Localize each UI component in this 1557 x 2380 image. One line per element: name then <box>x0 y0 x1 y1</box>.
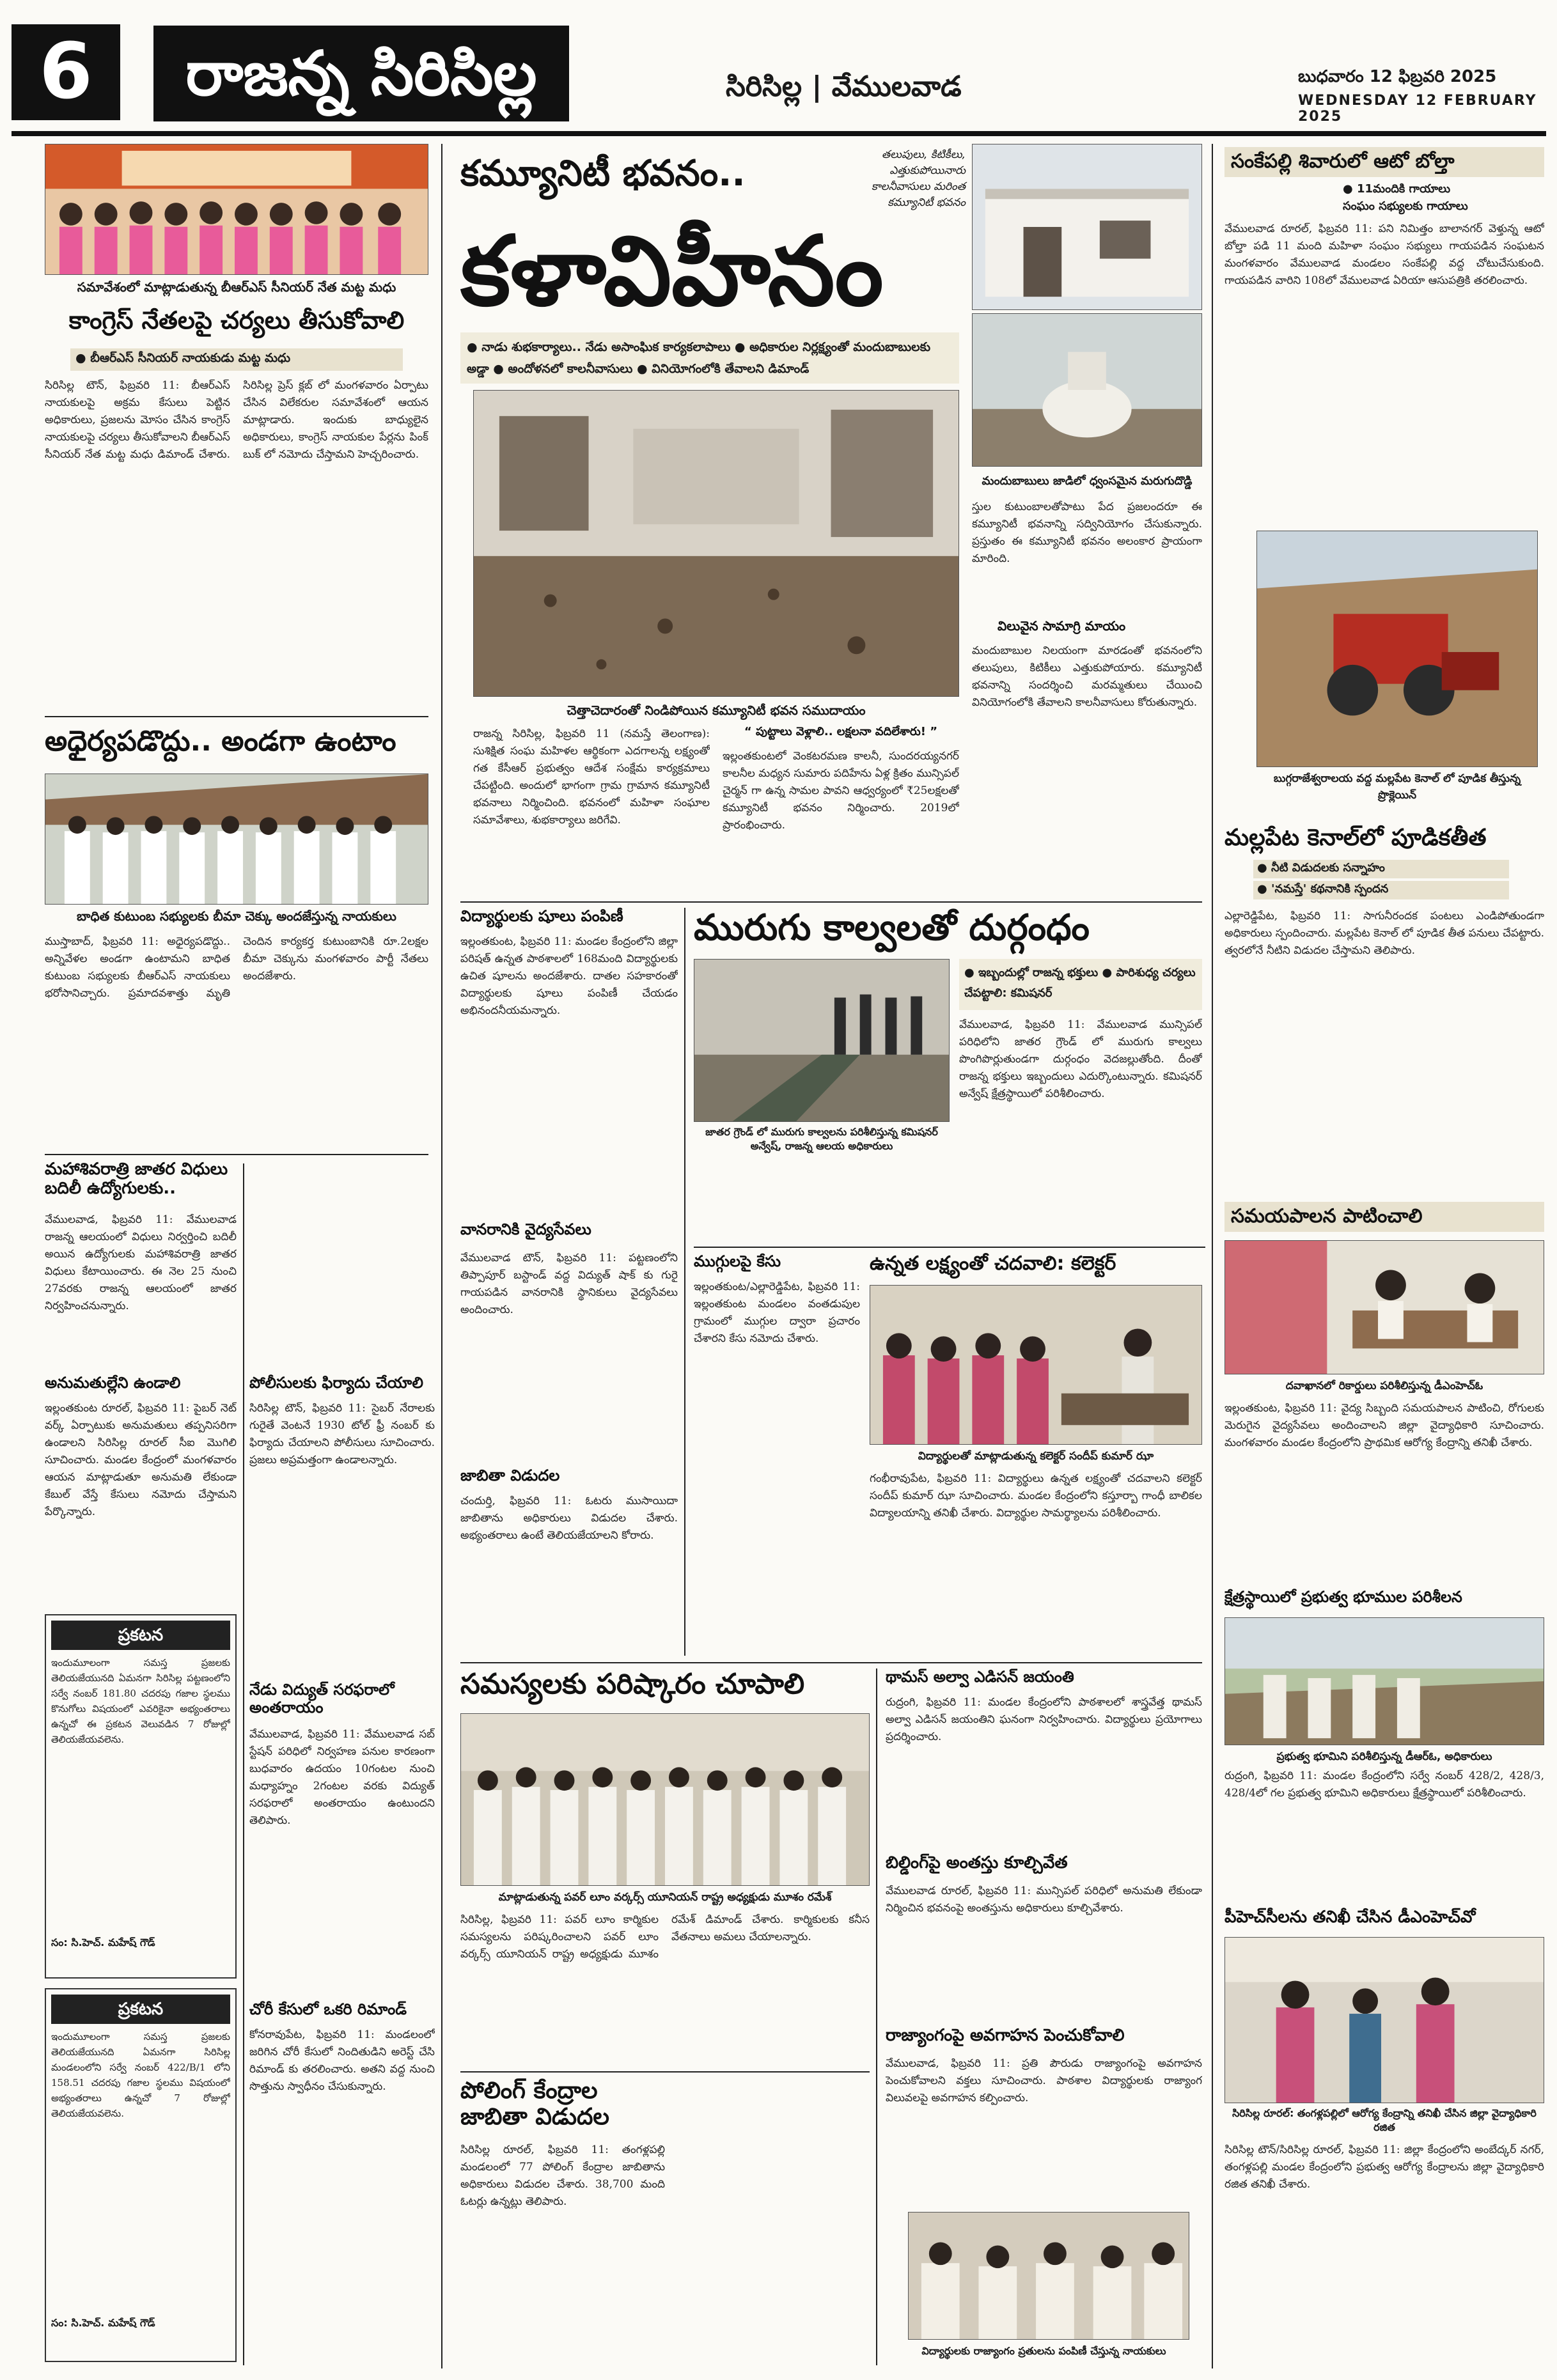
article-body: స్తుల కుటుంబాలతోపాటు పేద ప్రజలందరూ ఈ కమ్యూనిటీ భవనాన్ని సద్వినియోగం చేసుకున్నారు. ప్రస్తుతం ఈ కమ్యూనిటీ భవనం అలంకార ప్రాయంగా మారింది. <box>972 501 1202 565</box>
section-rule <box>460 901 1202 903</box>
article-body: గంభీరావుపేట, ఫిబ్రవరి 11: విద్యార్థులు ఉన్నత లక్ష్యంతో చదవాలని కలెక్టర్ సందీప్ కుమార్ ఝా సూచించారు. మండల కేంద్రంలోని కస్తూర్బా గాంధీ బాలికల విద్యాలయాన్ని తనిఖీ చేశారు. విద్యార్థుల సామర్థ్యాలను పరిశీలించారు. <box>870 1472 1202 1520</box>
section-rule <box>460 1662 1202 1663</box>
headline: రాజ్యాంగంపై అవగాహన పెంచుకోవాలి <box>886 2026 1125 2045</box>
article-body: సిరిసిల్ల టౌన్, ఫిబ్రవరి 11: బీఆర్ఎస్ నాయకులపై అక్రమ కేసులు పెట్టిన అధికారులు, ప్రజలను మోసం చేసిన కాంగ్రెస్ నాయకులపై చర్యలు తీసుకోవాలని బీఆర్ఎస్ సీనియర్ నేత మట్ట మధు డిమాండ్ చేశారు. సిరిసిల్ల ప్రెస్ క్లబ్ లో మంగళవారం ఏర్పాటు చేసిన విలేకరుల సమావేశంలో ఆయన మాట్లాడారు. ఇందుకు బాధ్యులైన అధికారులు, కాంగ్రెస్ నాయకుల పేర్లను పింక్ బుక్ లో నమోదు చేస్తామని హెచ్చరించారు. <box>45 379 428 461</box>
article-body: వేములవాడ టౌన్, ఫిబ్రవరి 11: పట్టణంలోని తిప్పాపూర్ బస్టాండ్ వద్ద విద్యుత్ షాక్ కు గురై గాయపడిన వానరానికి స్థానికులు వైద్యసేవలు అందించారు. <box>460 1252 678 1316</box>
news-photo-drain <box>694 959 950 1122</box>
headline: విద్యార్థులకు షూలు పంపిణీ <box>460 907 623 925</box>
article-body: ఇల్లంతకుంట/ఎల్లారెడ్డిపేట, ఫిబ్రవరి 11: ఇల్లంతకుంట మండలం వంతడుపుల గ్రామంలో ముగ్గుల ద్వారా ప్రచారం చేశారని కేసు నమోదు చేశారు. <box>694 1280 860 1345</box>
column-divider <box>441 144 442 2368</box>
date-telugu: బుధవారం 12 ఫిబ్రవరి 2025 <box>1298 67 1497 86</box>
article-body: సిరిసిల్ల, ఫిబ్రవరి 11: పవర్ లూం కార్మికుల సమస్యలను పరిష్కరించాలని పవర్ లూం వర్కర్స్ యూనియన్ రాష్ట్ర అధ్యక్షుడు మూశం రమేశ్ డిమాండ్ చేశారు. కార్మికులకు కనీస వేతనాలు అమలు చేయాలన్నారు. <box>460 1913 870 1961</box>
photo-caption: సిరిసిల్ల రూరల్: తంగళ్లపల్లిలో ఆరోగ్య కేంద్రాన్ని తనిఖీ చేసిన జిల్లా వైద్యాధికారి రజిత <box>1232 2107 1537 2133</box>
headline: సమస్యలకు పరిష్కారం చూపాలి <box>460 1668 805 1700</box>
subheadline: ● 'నమస్తే' కథనానికి స్పందన <box>1253 881 1509 899</box>
column-divider <box>243 1163 244 2365</box>
ad-title: ప్రకటన <box>51 1995 230 2024</box>
headline: మహాశివరాత్రి జాతర విధులు బదిలీ ఉద్యోగులకు.. <box>45 1160 228 1198</box>
ad-body: ఇందుమూలంగా సమస్త ప్రజలకు తెలియజేయునది ఏమనగా సిరిసిల్ల పట్టణంలోని సర్వే నంబర్ 181.80 చదరపు గజాల స్థలము కొనుగోలు విషయంలో ఎవరికైనా అభ్యంతరాలు ఉన్నచో ఈ ప్రకటన వెలువడిన 7 రోజుల్లో తెలియజేయవలెను. <box>51 1657 230 1745</box>
ad-footer: సం: సి.హెచ్. మహేష్ గౌడ్ <box>51 1936 155 1948</box>
headline: అధైర్యపడొద్దు.. అండగా ఉంటాం <box>45 725 396 758</box>
article-body: వేములవాడ రూరల్, ఫిబ్రవరి 11: మున్సిపల్ పరిధిలో అనుమతి లేకుండా నిర్మించిన భవనంపై అంతస్తును అధికారులు కూల్చివేశారు. <box>886 1885 1202 1915</box>
deck-note: తలుపులు, కిటికీలు, ఎత్తుకుపోయినారు కాలనీవాసులు మరింత కమ్యూనిటీ భవనం <box>871 148 966 209</box>
photo-caption: సమావేశంలో మాట్లాడుతున్న బీఆర్ఎస్ సీనియర్ నేత మట్ట మధు <box>77 279 396 295</box>
article-body: ఇల్లంతకుంట, ఫిబ్రవరి 11: వైద్య సిబ్బంది సమయపాలన పాటించి, రోగులకు మెరుగైన వైద్యసేవలు అందించాలని జిల్లా వైద్యాధికారి సూచించారు. మంగళవారం మండల కేంద్రంలోని ప్రాథమిక ఆరోగ్య కేంద్రాన్ని తనిఖీ చేశారు. <box>1224 1402 1544 1449</box>
edition-place: సిరిసిల్ల | వేములవాడ <box>726 70 962 103</box>
photo-caption: బుగ్గరాజేశ్వరాలయ వద్ద మల్లపేట కెనాల్ లో పూడిక తీస్తున్న ప్రొక్లెయిన్ <box>1273 772 1521 802</box>
headline: ముగ్గులపై కేసు <box>694 1252 781 1270</box>
subheadline: ● నీటి విడుదలకు సన్నాహం <box>1253 860 1509 878</box>
news-photo-cheque <box>45 774 428 905</box>
headline: సమయపాలన పాటించాలి <box>1224 1202 1544 1232</box>
headline: బిల్డింగ్‌పై అంతస్తు కూల్చివేత <box>886 1853 1068 1872</box>
article-body: సిరిసిల్ల రూరల్, ఫిబ్రవరి 11: తంగళ్లపల్లి మండలంలో 77 పోలింగ్ కేంద్రాల జాబితాను అధికారులు విడుదల చేశారు. 38,700 మంది ఓటర్లు ఉన్నట్లు తెలిపారు. <box>460 2143 665 2208</box>
subheadline: సంఘం సభ్యులకు గాయాలు <box>1343 199 1468 213</box>
headline: నేడు విద్యుత్ సరఫరాలో అంతరాయం <box>249 1681 395 1716</box>
photo-caption: విద్యార్థులతో మాట్లాడుతున్న కలెక్టర్ సందీప్ కుమార్ ఝా <box>918 1450 1154 1463</box>
headline: చోరీ కేసులో ఒకరి రిమాండ్ <box>249 2000 407 2018</box>
article-body: సిరిసిల్ల టౌన్, ఫిబ్రవరి 11: సైబర్ నేరాలకు గురైతే వెంటనే 1930 టోల్ ఫ్రీ నంబర్ కు ఫిర్యాదు చేయాలని పోలీసులు సూచించారు. ప్రజలు అప్రమత్తంగా ఉండాలన్నారు. <box>249 1402 435 1466</box>
news-photo-land <box>1224 1617 1544 1745</box>
article-body: చందుర్తి, ఫిబ్రవరి 11: ఓటరు ముసాయిదా జాబితాను అధికారులు విడుదల చేశారు. అభ్యంతరాలు ఉంటే తెలియజేయాలని కోరారు. <box>460 1495 678 1542</box>
article-body: రాజన్న సిరిసిల్ల, ఫిబ్రవరి 11 (నమస్తే తెలంగాణ): సుశిక్షిత సంఘ మహిళల ఆర్థికంగా ఎదగాలన్న లక్ష్యంతో గత కేసీఆర్ ప్రభుత్వం ఆదేశ సంక్షేమ కార్యక్రమాలు చేపట్టింది. అందులో భాగంగా గ్రామ గ్రామాన కమ్యూనిటీ భవనాలు నిర్మించింది. భవనంలో మహిళా సంఘాల సమావేశాలు, శుభకార్యాలు జరిగేవి. <box>473 727 710 827</box>
headline: పోలింగ్ కేంద్రాల జాబితా విడుదల <box>460 2078 609 2131</box>
headline: అనుమతుల్లేని ఉండాలి <box>45 1374 181 1392</box>
main-kicker: కమ్యూనిటీ భవనం.. <box>460 153 746 194</box>
news-photo-building <box>972 144 1202 310</box>
news-photo-meeting <box>45 144 428 275</box>
ad-title: ప్రకటన <box>51 1621 230 1650</box>
photo-caption: దవాఖానలో రికార్డులు పరిశీలిస్తున్న డీఎంహెచ్ఓ <box>1285 1380 1483 1392</box>
section-rule <box>45 716 428 717</box>
article-body: కోనరావుపేట, ఫిబ్రవరి 11: మండలంలో జరిగిన చోరీ కేసులో నిందితుడిని అరెస్ట్ చేసి రిమాండ్ కు తరలించారు. అతని వద్ద నుంచి సొత్తును స్వాధీనం చేసుకున్నారు. <box>249 2028 435 2093</box>
article-body: వేములవాడ, ఫిబ్రవరి 11: వేములవాడ మున్సిపల్ పరిధిలోని జాతర గ్రౌండ్ లో మురుగు కాల్వలు పొంగిపొర్లుతుండగా దుర్గంధం వెదజల్లుతోంది. దీంతో రాజన్న భక్తులు ఇబ్బందులు ఎదుర్కొంటున్నారు. కమిషనర్ అన్వేష్ క్షేత్రస్థాయిలో పరిశీలించారు. <box>959 1018 1202 1100</box>
article-body: ముస్తాబాద్, ఫిబ్రవరి 11: అధైర్యపడొద్దు.. అన్నివేళల అండగా ఉంటామని బాధిత కుటుంబ సభ్యులకు బీఆర్ఎస్ నాయకులు భరోసానిచ్చారు. ప్రమాదవశాత్తు మృతి చెందిన కార్యకర్త కుటుంబానికి రూ.2లక్షల బీమా చెక్కును మంగళవారం పార్టీ నేతలు అందజేశారు. <box>45 935 428 1000</box>
news-photo-canal <box>1256 531 1538 767</box>
headline: ఉన్నత లక్ష్యంతో చదవాలి: కలెక్టర్ <box>870 1252 1116 1275</box>
section-rule <box>460 2071 870 2073</box>
ad-body: ఇందుమూలంగా సమస్త ప్రజలకు తెలియజేయునది ఏమనగా సిరిసిల్ల మండలంలోని సర్వే నంబర్ 422/B/1 లోని 158.51 చదరపు గజాల స్థలము విషయంలో అభ్యంతరాలు ఉన్నచో 7 రోజుల్లో తెలియజేయవలెను. <box>51 2031 230 2119</box>
article-body: ఇల్లంతకుంట రూరల్, ఫిబ్రవరి 11: పైబర్ నెట్ వర్క్ ఏర్పాటుకు అనుమతులు తప్పనిసరిగా ఉండాలని సిరిసిల్ల రూరల్ సీఐ మొగిలి సూచించారు. మండల కేంద్రంలో మంగళవారం ఆయన మాట్లాడుతూ అనుమతి లేకుండా కేబుల్ వేస్తే కేసులు నమోదు చేస్తామని పేర్కొన్నారు. <box>45 1402 237 1518</box>
article-body: రుద్రంగి, ఫిబ్రవరి 11: మండల కేంద్రంలోని పాఠశాలలో శాస్త్రవేత్త థామస్ అల్వా ఎడిసన్ జయంతిని ఘనంగా నిర్వహించారు. విద్యార్థులు ప్రయోగాలు ప్రదర్శించారు. <box>886 1696 1202 1743</box>
news-photo-union <box>460 1713 870 1886</box>
column-divider <box>876 1668 877 2365</box>
muruggu-bullets: ● ఇబ్బందుల్లో రాజన్న భక్తులు ● పారిశుధ్య చర్యలు చేపట్టాలి: కమిషనర్ <box>959 959 1202 1010</box>
headline: మల్లపేట కెనాల్‌లో పూడికతీత <box>1224 825 1487 851</box>
photo-caption: ప్రభుత్వ భూమిని పరిశీలిస్తున్న డీఆర్ఓ, అధికారులు <box>1276 1750 1492 1763</box>
article-body: వేములవాడ, ఫిబ్రవరి 11: వేములవాడ సబ్ స్టేషన్ పరిధిలో నిర్వహణ పనుల కారణంగా బుధవారం ఉదయం 10గంటల నుంచి మధ్యాహ్నం 2గంటల వరకు విద్యుత్ సరఫరాలో అంతరాయం ఉంటుందని తెలిపారు. <box>249 1728 435 1827</box>
classified-ad <box>45 1988 237 2362</box>
page-number: 6 <box>12 24 120 120</box>
headline: కాంగ్రెస్ నేతలపై చర్యలు తీసుకోవాలి <box>68 306 405 334</box>
article-body: ఇల్లంతకుంటలో వెంకటరమణ కాలనీ, సుందరయ్యనగర్ కాలనీల మధ్యన సుమారు పదిహేను ఏళ్ల క్రితం మున్సిపల్ చైర్మన్ గా ఉన్న సామల పావని ఆధ్వర్యంలో ₹25లక్షలతో కమ్యూనిటీ భవనం నిర్మించారు. 2019లో ప్రారంభించారు. <box>723 750 959 832</box>
article-body: ఇల్లంతకుంట, ఫిబ్రవరి 11: మండల కేంద్రంలోని జిల్లా పరిషత్ ఉన్నత పాఠశాలలో 168మంది విద్యార్థులకు ఉచిత షూలను అందజేశారు. దాతల సహకారంతో విద్యార్థులకు షూలు పంపిణీ చేయడం అభినందనీయమన్నారు. <box>460 935 678 1017</box>
news-photo-toilet <box>972 313 1202 467</box>
headline: పోలీసులకు ఫిర్యాదు చేయాలి <box>249 1374 423 1392</box>
headline: థామస్ అల్వా ఎడిసన్ జయంతి <box>886 1668 1074 1686</box>
ad-footer: సం: సి.హెచ్. మహేష్ గౌడ్ <box>51 2317 155 2329</box>
photo-caption: చెత్తాచెదారంతో నిండిపోయిన కమ్యూనిటీ భవన సముదాయం <box>567 703 866 718</box>
masthead-title: రాజన్న సిరిసిల్ల <box>153 26 569 121</box>
article-body: ఎల్లారెడ్డిపేట, ఫిబ్రవరి 11: సాగునీరందక పంటలు ఎండిపోతుండగా అధికారులు స్పందించారు. మల్లపేట కెనాల్ లో పూడిక తీత పనులు చేపట్టారు. త్వరలోనే నీటిని విడుదల చేస్తామని తెలిపారు. <box>1224 910 1544 957</box>
news-photo-constitution <box>908 2212 1189 2340</box>
headline: పీహెచ్‌సీలను తనిఖీ చేసిన డీఎంహెచ్‌వో <box>1224 1908 1476 1927</box>
subheadline: ● 11మందికి గాయాలు <box>1343 182 1451 196</box>
main-headline: కళావిహీనం <box>460 216 884 327</box>
article-body: వేములవాడ, ఫిబ్రవరి 11: వేములవాడ రాజన్న ఆలయంలో విధులు నిర్వర్తించి బదిలీ అయిన ఉద్యోగులకు మహాశివరాత్రి జాతర విధులు కేటాయించారు. ఈ నెల 25 నుంచి 27వరకు రాజన్న ఆలయంలో జాతర నిర్వహించనున్నారు. <box>45 1213 237 1312</box>
photo-caption: విద్యార్థులకు రాజ్యాంగం ప్రతులను పంపిణీ చేస్తున్న నాయకులు <box>921 2345 1166 2357</box>
classified-ad <box>45 1614 237 1979</box>
headline: మురుగు కాల్వలతో దుర్గంధం <box>694 907 1090 949</box>
headline: క్షేత్రస్థాయిలో ప్రభుత్వ భూముల పరిశీలన <box>1224 1588 1462 1606</box>
main-bullets: ● నాడు శుభకార్యాలు.. నేడు అసాంఘిక కార్యకలాపాలు ● అధికారుల నిర్లక్ష్యంతో మందుబాబులకు అడ్డా ● అందోళనలో కాలనీవాసులు ● వినియోగంలోకి తేవాలని డిమాండ్ <box>460 332 959 384</box>
article-body: సిరిసిల్ల టౌన్/సిరిసిల్ల రూరల్, ఫిబ్రవరి 11: జిల్లా కేంద్రంలోని అంబేద్కర్ నగర్, తంగళ్లపల్లి మండల కేంద్రంలోని ప్రభుత్వ ఆరోగ్య కేంద్రాలను జిల్లా వైద్యాధికారి రజిత తనిఖీ చేశారు. <box>1224 2143 1544 2191</box>
subheadline: ● బీఆర్ఎస్ సీనియర్ నాయకుడు మట్ట మధు <box>70 348 403 371</box>
article-body: మందుబాబుల నిలయంగా మారడంతో భవనంలోని తలుపులు, కిటికీలు ఎత్తుకుపోయారు. కమ్యూనిటీ భవనాన్ని సందర్శించి మరమ్మతులు చేయించి వినియోగంలోకి తేవాలని కాలనీవాసులు కోరుతున్నారు. <box>972 644 1202 709</box>
article-body: రుద్రంగి, ఫిబ్రవరి 11: మండల కేంద్రంలోని సర్వే నంబర్ 428/2, 428/3, 428/4లో గల ప్రభుత్వ భూమిని అధికారులు క్షేత్రస్థాయిలో పరిశీలించారు. <box>1224 1769 1544 1800</box>
masthead-rule <box>12 131 1546 136</box>
date-english: WEDNESDAY 12 FEBRUARY 2025 <box>1298 93 1537 125</box>
news-photo-phc <box>1224 1937 1544 2103</box>
article-body: వేములవాడ, ఫిబ్రవరి 11: ప్రతి పౌరుడు రాజ్యాంగంపై అవగాహన పెంచుకోవాలని వక్తలు సూచించారు. పాఠశాల విద్యార్థులకు రాజ్యాంగ విలువలపై అవగాహన కల్పించారు. <box>886 2057 1202 2104</box>
section-rule <box>694 1247 1205 1248</box>
news-photo-hall <box>473 390 959 697</box>
photo-caption: మాట్లాడుతున్న పవర్ లూం వర్కర్స్ యూనియన్ రాష్ట్ర అధ్యక్షుడు మూశం రమేశ్ <box>498 1891 832 1904</box>
headline: సంకేపల్లి శివారులో ఆటో బోల్తా <box>1224 147 1544 177</box>
column-divider <box>684 908 685 1656</box>
headline: జాబితా విడుదల <box>460 1466 560 1484</box>
photo-caption: జాతర గ్రౌండ్ లో మురుగు కాల్వలను పరిశీలిస్తున్న కమిషనర్ అన్వేష్, రాజన్న ఆలయ అధికారులు <box>705 1126 938 1152</box>
news-photo-students <box>870 1285 1202 1445</box>
subheadline: విలువైన సామాగ్రి మాయం <box>998 618 1126 634</box>
news-photo-dmho <box>1224 1240 1544 1374</box>
photo-caption: బాధిత కుటుంబ సభ్యులకు బీమా చెక్కు అందజేస్తున్న నాయకులు <box>77 908 396 924</box>
article-body: వేములవాడ రూరల్, ఫిబ్రవరి 11: పని నిమిత్తం బాలానగర్ వెళ్తున్న ఆటో బోల్తా పడి 11 మంది మహిళా సంఘం సభ్యులు గాయపడిన సంఘటన మంగళవారం వేములవాడ మండలం సంకేపల్లి వద్ద చోటుచేసుకుంది. గాయపడిన వారిని 108లో వేములవాడ ఏరియా ఆసుపత్రికి తరలించారు. <box>1224 222 1544 287</box>
column-divider <box>1212 144 1213 2368</box>
photo-caption: మందుబాబులు జాడిలో ధ్వంసమైన మరుగుదొడ్డి <box>982 474 1193 488</box>
section-rule <box>45 1154 428 1155</box>
headline: వానరానికి వైద్యసేవలు <box>460 1220 591 1238</box>
pull-quote: “ పుట్టాలు వెళ్లాలి.. లక్షలనా వదిలేశారు! ” <box>744 725 938 738</box>
